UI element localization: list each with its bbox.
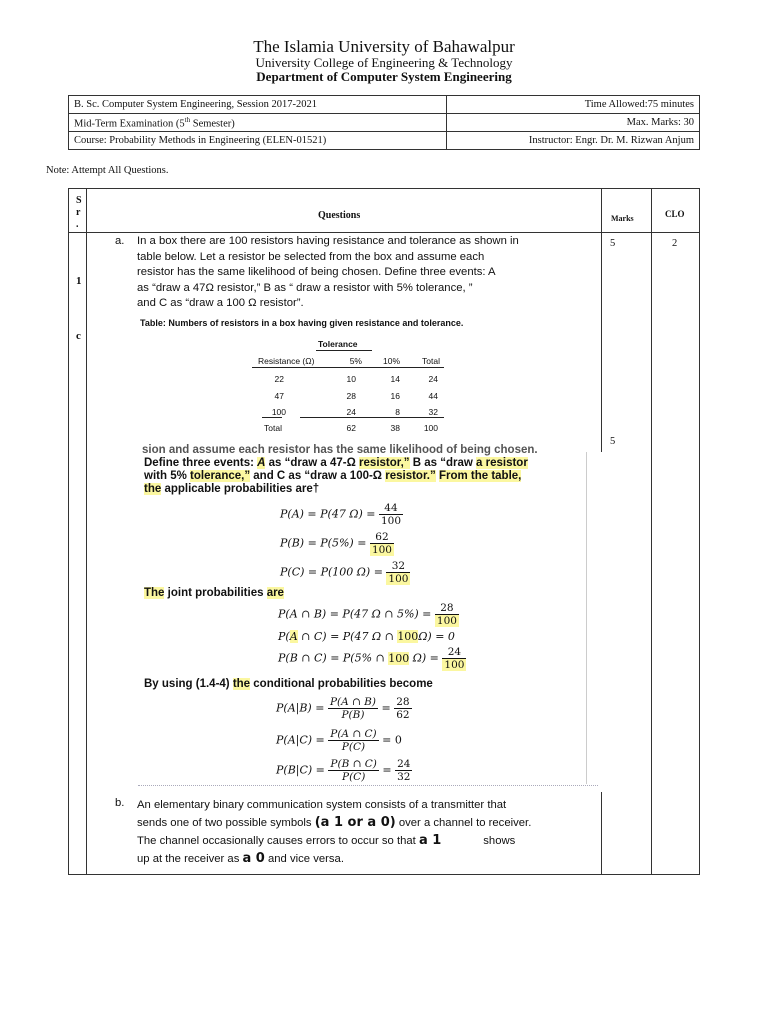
clo-header: CLO [665,209,685,219]
exam-pre: Mid-Term Examination (5 [74,118,185,130]
exam-sup: th [184,115,191,124]
t: P(A) = P(47 Ω) = [280,507,376,521]
q-b-text [137,796,597,868]
t: P(B|C) = [276,763,325,777]
t: and C as “draw a 100-Ω [250,470,386,482]
q-a-label: a. [115,235,125,247]
header-underline [252,367,444,368]
t: a 1 [418,833,442,848]
frac [395,758,412,783]
cell: 62 [346,423,356,433]
frac [328,728,378,753]
header-5pct: 5% [349,356,362,366]
t: 32 [386,560,410,573]
t: 100 [397,630,419,643]
marks-header: Marks [611,214,634,223]
cell: 8 [395,407,400,417]
cell: 44 [428,391,438,401]
frac [328,758,378,783]
q-b-line: An elementary binary communication system consists of a transmitter that [137,799,507,811]
frac [379,502,403,527]
t: (a 1 or a 0) [314,815,396,830]
t: = 0 [382,733,402,747]
sr-header-r: r [76,207,81,218]
q-b-line [137,850,597,868]
cell: 100 [271,407,286,417]
t: and vice versa. [264,853,344,865]
t: 62 [396,709,410,721]
course-cell: Course: Probability Methods in Engineering (ELEN-01521) [69,132,447,150]
t: From the table, [438,470,522,482]
sr-number: 1 [76,275,82,287]
t: P(B ∩ C) [330,758,377,770]
t: the [144,483,162,495]
eq-cond-ac [276,728,402,753]
t: P(B ∩ C) = P(5% ∩ [278,651,389,665]
q-a-clo: 2 [672,238,678,249]
t: conditional probabilities become [250,678,433,690]
col-divider-sr [86,188,87,875]
frac [442,646,466,671]
cell: 28 [346,391,356,401]
frac [435,602,459,627]
q-a-text [137,234,597,312]
q-a-line: and C as “draw a 100 Ω resistor”. [137,297,304,309]
time-cell: Time Allowed:75 minutes [447,96,700,114]
t: P(A ∩ C) [330,728,377,740]
t: over a channel to receiver. [395,817,532,829]
t: 44 [379,502,403,515]
eq-pB [280,531,394,556]
t: P(B) [341,709,365,721]
cell: 47 [274,391,284,401]
questions-header: Questions [318,210,361,221]
t: 100 [436,615,457,627]
t: joint probabilities [164,587,267,599]
department-name: Department of Computer System Engineering [256,69,512,84]
header-10pct: 10% [382,356,400,366]
t: the [232,678,251,690]
t: ∩ C) = P(47 Ω ∩ [297,630,398,643]
frac [394,696,411,721]
t: P(A ∩ B) [329,696,376,708]
excerpt-line-3 [144,483,319,497]
q-a-line: resistor has the same likelihood of being chosen. Define three events: A [137,266,496,278]
header-row-divider [68,232,700,233]
q-a-line: In a box there are 100 resistors having resistance and tolerance as shown in [137,235,519,247]
cell: 32 [428,407,438,417]
eq-joint-ac [278,630,455,643]
t: Ω) = [409,651,439,665]
q-a-line: table below. Let a resistor be selected from the box and assume each [137,250,485,263]
marks-cell: Max. Marks: 30 [447,114,700,132]
q-a-line: as “draw a 47Ω resistor,” B as “ draw a resistor with 5% tolerance, ” [137,281,473,294]
t: as “draw a 47-Ω [265,457,360,469]
t: shows [483,835,516,847]
resistor-table-caption: Table: Numbers of resistors in a box having given resistance and tolerance. [140,318,464,328]
eq-pA [280,502,403,527]
t: 32 [397,771,411,783]
cell: 24 [346,407,356,417]
t: Ω) = 0 [418,630,455,643]
t: applicable probabilities are† [161,483,320,495]
eq-cond-bc: P(B|C) = $\frac{P(B \cap C)}{P(C)}$ = $\frac{24}{32}$ [276,758,411,783]
t: P( [278,630,290,643]
eq-cond-ab: P(A|B) = $\frac{P(A \cap B)}{P(B)}$ = $\frac{28}{62}$ [276,696,410,721]
t: resistor.” [385,470,436,482]
exam-cell [69,114,447,132]
q-b-label: b. [115,797,125,809]
t: P(C) = P(100 Ω) = [280,565,383,579]
t: The [144,587,165,599]
t: 24 [442,646,466,659]
sr-header-s: S [76,195,82,206]
t: P(A|C) = [276,733,325,747]
excerpt-cut-line: sion and assume each resistor has the same likelihood of being chosen. [142,444,538,456]
t: 28 [435,602,459,615]
cell: 14 [390,374,400,384]
textbook-excerpt [138,444,602,792]
cell: 38 [390,423,400,433]
row-underline [300,417,444,418]
tolerance-header: Tolerance [318,339,358,349]
excerpt-bottom-rule [138,785,598,786]
cell: 16 [390,391,400,401]
program-cell: B. Sc. Computer System Engineering, Session 2017-2021 [69,96,447,114]
header-resistance: Resistance (Ω) [258,356,315,366]
cell: Total [264,423,282,433]
note-text: Note: Attempt All Questions. [46,165,169,176]
eq-joint-bc [278,646,466,671]
t: B as “draw [409,457,477,469]
t: Define three events: [144,457,258,469]
t: 100 [380,515,401,527]
q-a-marks: 5 [610,238,616,249]
t: with 5% [144,470,191,482]
t: 62 [370,531,394,544]
underline-100 [262,417,282,418]
q-b-line [137,814,597,832]
eq-pC [280,560,410,585]
t: 28 [396,696,410,708]
sr-side-c: c [76,330,81,342]
excerpt-conditional [144,678,433,692]
t: P(A ∩ B) = P(47 Ω ∩ 5%) = [278,607,432,621]
t: resistor,” [359,457,410,469]
header-total: Total [422,356,440,366]
t: tolerance,” [190,470,251,482]
cell: 22 [274,374,284,384]
q-a-extra-marks: 5 [610,436,616,447]
exam-info-table [68,95,700,150]
t: are [266,587,284,599]
instructor-cell: Instructor: Engr. Dr. M. Rizwan Anjum [447,132,700,150]
t: A [289,630,298,643]
eq-joint-ab [278,602,459,627]
t: a 0 [242,851,265,866]
q-b-line [137,832,597,850]
t: 100 [444,659,465,671]
col-divider-clo [651,188,652,875]
cell: 100 [423,423,438,433]
frac [328,696,378,721]
cell: 10 [346,374,356,384]
excerpt-line-1 [144,457,528,471]
t: By using (1.4-4) [144,678,233,690]
t: P(A|B) = [276,701,325,715]
t: P(B) = P(5%) = [280,536,367,550]
t: 100 [388,573,409,585]
cell: 24 [428,374,438,384]
frac [386,560,410,585]
t: The channel occasionally causes errors to occur so that [137,835,419,847]
t: 24 [397,758,411,770]
t: P(C) [341,741,366,753]
excerpt-edge [586,452,587,784]
tolerance-underline [316,350,372,351]
t: 100 [388,651,410,665]
exam-post: Semester) [190,118,235,130]
university-title: The Islamia University of Bahawalpur [253,37,515,56]
frac [370,531,394,556]
sr-header-dot: . [76,219,79,230]
college-name: University College of Engineering & Technology [255,55,513,70]
t: P(C) [342,771,366,783]
t: up at the receiver as [137,853,243,865]
excerpt-line-2 [144,470,521,484]
t: a resistor [476,457,528,469]
excerpt-joint [144,587,284,601]
t: sends one of two possible symbols [137,817,315,829]
t: A [257,457,266,469]
t: 100 [371,544,392,556]
